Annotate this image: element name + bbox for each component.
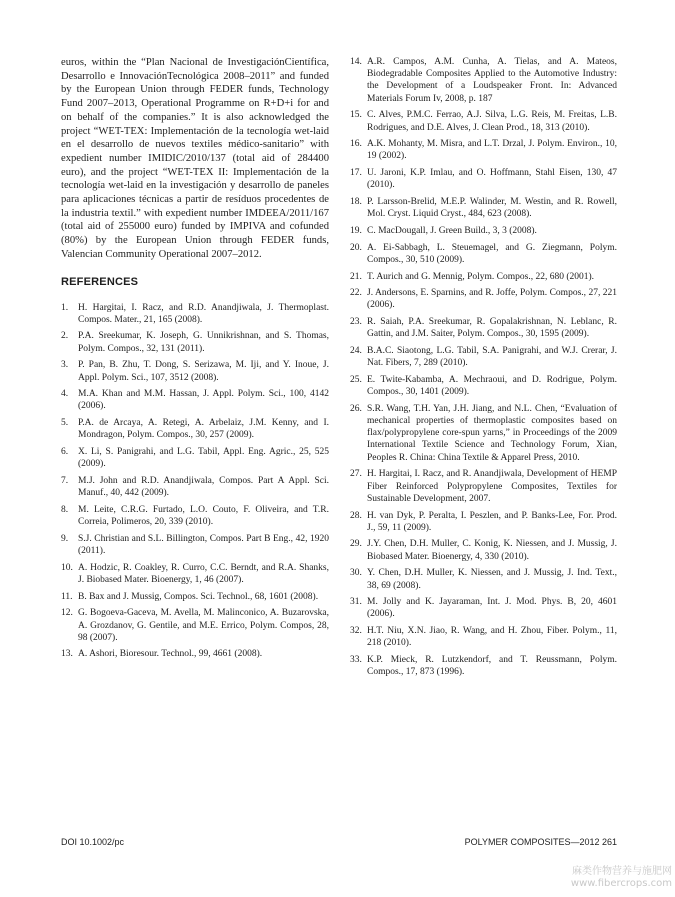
watermark-line-2: www.fibercrops.com <box>570 878 672 889</box>
reference-item <box>350 242 617 266</box>
reference-number: 25. <box>350 374 362 385</box>
reference-item <box>350 510 617 534</box>
reference-number: 17. <box>350 168 362 179</box>
reference-text: S.R. Wang, T.H. Yan, J.H. Jiang, and N.L. Chen, “Evaluation of mechanical properties of thermoplastic composites based on flax/polypropylene core-spun yarns,” in Proceedings of the 2009 International Textile Science and Technology Forum, Xian, Peoples R. China: China Textile & Apparel Press, 2010. <box>367 403 617 463</box>
reference-text: M.J. John and R.D. Anandjiwala, Compos. Part A Appl. Sci. Manuf., 40, 442 (2009). <box>78 475 329 499</box>
reference-item <box>61 562 329 586</box>
reference-list-left <box>61 302 329 661</box>
reference-item <box>350 596 617 620</box>
reference-number: 2. <box>61 331 69 342</box>
reference-item <box>350 538 617 562</box>
reference-text: J.Y. Chen, D.H. Muller, C. Konig, K. Niessen, and J. Mussig, J. Biobased Mater. Bioenergy, 4, 330 (2010). <box>367 539 617 562</box>
reference-text: X. Li, S. Panigrahi, and L.G. Tabil, Appl. Eng. Agric., 25, 525 (2009). <box>78 447 329 470</box>
reference-item <box>61 388 329 412</box>
reference-item <box>350 271 617 283</box>
reference-text: U. Jaroni, K.P. Imlau, and O. Hoffmann, Stahl Eisen, 130, 47 (2010). <box>367 168 617 191</box>
reference-number: 11. <box>61 591 73 602</box>
reference-item <box>61 359 329 383</box>
reference-number: 32. <box>350 626 362 637</box>
reference-text: P.A. Sreekumar, K. Joseph, G. Unnikrishnan, and S. Thomas, Polym. Compos., 32, 131 (2011). <box>78 331 329 354</box>
reference-text: Y. Chen, D.H. Muller, K. Niessen, and J. Mussig, J. Ind. Text., 38, 69 (2008). <box>367 568 617 591</box>
reference-number: 5. <box>61 418 69 429</box>
acknowledgment-paragraph: euros, within the “Plan Nacional de InvestigaciónCientífica, Desarrollo e InnovaciónTecnológica 2008–2011” and funded by the European Union through FEDER funds, Technology Fund 2007–2013, Operational Programme on R+D+i for and on behalf of the companies.” It is also acknowledged the project “WET-TEX: Implementación de la tecnología wet-laid en el desarrollo de nuevos textiles médico-sanitario” with expedient number IMIDIC/2010/137 (total aid of 284400 euro), and the project “WET-TEX II: Implementación de la tecnología wet-laid en la investigación y desarrollo de paneles para aplicaciones técnicas a partir de resíduos procedentes de la industria textil.” with expedient number IMDEEA/2011/167 (total aid of 255000 euro) funded by IMPIVA and cofunded (80%) by the European Union through FEDER funds, Valencian Community Operational 2007–2012. <box>61 57 329 260</box>
reference-text: G. Bogoeva-Gaceva, M. Avella, M. Malinconico, A. Buzarovska, A. Grozdanov, G. Gentile, and M.E. Errico, Polym. Compos, 28, 98 (2007). <box>78 608 329 643</box>
reference-text: H. Hargitai, I. Racz, and R. Anandjiwala, Development of HEMP Fiber Reinforced Polypropylene Composites, Textiles for Sustainable Development, 2007. <box>367 469 617 504</box>
reference-item <box>350 403 617 464</box>
reference-number: 16. <box>350 139 362 150</box>
reference-number: 29. <box>350 539 362 550</box>
reference-text: R. Saiah, P.A. Sreekumar, R. Gopalakrishnan, N. Leblanc, R. Gattin, and J.M. Saiter, Polym. Compos., 30, 1595 (2009). <box>367 317 617 340</box>
reference-item <box>350 287 617 311</box>
reference-text: H. van Dyk, P. Peralta, I. Peszlen, and P. Banks-Lee, For. Prod. J., 59, 11 (2009). <box>367 510 617 533</box>
reference-item <box>350 468 617 505</box>
watermark-line-1: 麻类作物营养与施肥网 <box>572 866 672 877</box>
reference-text: B.A.C. Siaotong, L.G. Tabil, S.A. Panigrahi, and W.J. Crerar, J. Nat. Fibers, 7, 289 (2010). <box>367 346 617 369</box>
reference-text: J. Andersons, E. Sparnins, and R. Joffe, Polym. Compos., 27, 221 (2006). <box>367 288 617 311</box>
reference-text: C. Alves, P.M.C. Ferrao, A.J. Silva, L.G. Reis, M. Freitas, L.B. Rodrigues, and D.E. Alves, J. Clean Prod., 18, 313 (2010). <box>367 110 617 133</box>
reference-number: 3. <box>61 360 69 371</box>
reference-item <box>61 417 329 441</box>
reference-number: 30. <box>350 568 362 579</box>
reference-number: 31. <box>350 597 362 608</box>
reference-number: 18. <box>350 197 362 208</box>
reference-item <box>350 374 617 398</box>
reference-number: 24. <box>350 346 362 357</box>
reference-text: H. Hargitai, I. Racz, and R.D. Anandjiwala, J. Thermoplast. Compos. Mater., 21, 165 (2008). <box>78 302 329 325</box>
reference-item <box>350 316 617 340</box>
reference-number: 1. <box>61 302 69 313</box>
reference-list-right <box>350 56 617 678</box>
reference-item <box>61 607 329 644</box>
reference-number: 13. <box>61 649 73 660</box>
reference-item <box>350 625 617 649</box>
reference-number: 15. <box>350 110 362 121</box>
reference-text: A.R. Campos, A.M. Cunha, A. Tielas, and A. Mateos, Biodegradable Composites Applied to the Automotive Industry: the Development of a Loudspeaker Front. In: Advanced Materials Forum Iv, 2008, p. 187 <box>367 57 617 104</box>
site-watermark <box>522 866 672 890</box>
reference-number: 22. <box>350 288 362 299</box>
reference-item <box>350 56 617 105</box>
reference-text: A. Ei-Sabbagh, L. Steuemagel, and G. Ziegmann, Polym. Compos., 30, 510 (2009). <box>367 242 617 265</box>
reference-item <box>350 196 617 220</box>
reference-number: 10. <box>61 562 73 573</box>
reference-number: 21. <box>350 271 362 282</box>
reference-number: 28. <box>350 510 362 521</box>
reference-text: M. Leite, C.R.G. Furtado, L.O. Couto, F. Oliveira, and T.R. Correia, Polimeros, 20, 339 (2010). <box>78 504 329 528</box>
reference-number: 12. <box>61 608 73 619</box>
reference-text: E. Twite-Kabamba, A. Mechraoui, and D. Rodrigue, Polym. Compos., 30, 1401 (2009). <box>367 374 617 398</box>
reference-item <box>61 504 329 528</box>
reference-number: 14. <box>350 57 362 67</box>
reference-item <box>61 591 329 603</box>
reference-number: 19. <box>350 225 362 236</box>
reference-item <box>61 302 329 326</box>
reference-number: 26. <box>350 403 362 414</box>
reference-item <box>350 109 617 133</box>
reference-number: 20. <box>350 242 362 253</box>
reference-number: 23. <box>350 317 362 328</box>
right-column <box>350 56 617 683</box>
reference-item <box>350 167 617 191</box>
reference-text: P. Pan, B. Zhu, T. Dong, S. Serizawa, M. Iji, and Y. Inoue, J. Appl. Polym. Sci., 107, 3512 (2008). <box>78 360 329 383</box>
reference-item <box>350 567 617 591</box>
reference-text: M. Jolly and K. Jayaraman, Int. J. Mod. Phys. B, 20, 4601 (2006). <box>367 597 617 620</box>
reference-item <box>61 475 329 499</box>
reference-number: 33. <box>350 655 362 666</box>
reference-text: C. MacDougall, J. Green Build., 3, 3 (2008). <box>367 225 537 236</box>
footer-doi: DOI 10.1002/pc <box>61 837 125 847</box>
footer-journal-page: POLYMER COMPOSITES—2012 261 <box>464 837 617 847</box>
reference-text: H.T. Niu, X.N. Jiao, R. Wang, and H. Zhou, Fiber. Polym., 11, 218 (2010). <box>367 626 617 649</box>
reference-text: P.A. de Arcaya, A. Retegi, A. Arbelaiz, J.M. Kenny, and I. Mondragon, Polym. Compos., 30, 257 (2009). <box>78 418 329 441</box>
references-heading: REFERENCES <box>61 275 139 288</box>
reference-item <box>61 648 329 660</box>
reference-item <box>350 225 617 237</box>
reference-text: S.J. Christian and S.L. Billington, Compos. Part B Eng., 42, 1920 (2011). <box>78 533 329 556</box>
reference-text: A. Ashori, Bioresour. Technol., 99, 4661 (2008). <box>78 649 263 660</box>
reference-item <box>350 138 617 162</box>
reference-item <box>350 654 617 678</box>
reference-text: A. Hodzic, R. Coakley, R. Curro, C.C. Berndt, and R.A. Shanks, J. Biobased Mater. Bioenergy, 1, 46 (2007). <box>78 562 329 585</box>
reference-item <box>350 345 617 369</box>
reference-text: P. Larsson-Brelid, M.E.P. Walinder, M. Westin, and R. Rowell, Mol. Cryst. Liquid Cryst., 484, 623 (2008). <box>367 197 617 220</box>
reference-item <box>61 446 329 470</box>
reference-number: 27. <box>350 469 362 480</box>
left-column <box>61 56 329 665</box>
reference-text: M.A. Khan and M.M. Hassan, J. Appl. Polym. Sci., 100, 4142 (2006). <box>78 389 329 412</box>
reference-item <box>61 533 329 557</box>
reference-number: 6. <box>61 447 69 458</box>
reference-text: K.P. Mieck, R. Lutzkendorf, and T. Reussmann, Polym. Compos., 17, 873 (1996). <box>367 655 617 678</box>
reference-number: 8. <box>61 504 69 515</box>
reference-text: B. Bax and J. Mussig, Compos. Sci. Technol., 68, 1601 (2008). <box>78 591 319 602</box>
reference-number: 9. <box>61 533 69 544</box>
reference-number: 4. <box>61 389 69 400</box>
reference-number: 7. <box>61 475 69 486</box>
reference-text: T. Aurich and G. Mennig, Polym. Compos., 22, 680 (2001). <box>367 271 595 282</box>
reference-text: A.K. Mohanty, M. Misra, and L.T. Drzal, J. Polym. Environ., 10, 19 (2002). <box>367 139 617 162</box>
reference-item <box>61 330 329 354</box>
